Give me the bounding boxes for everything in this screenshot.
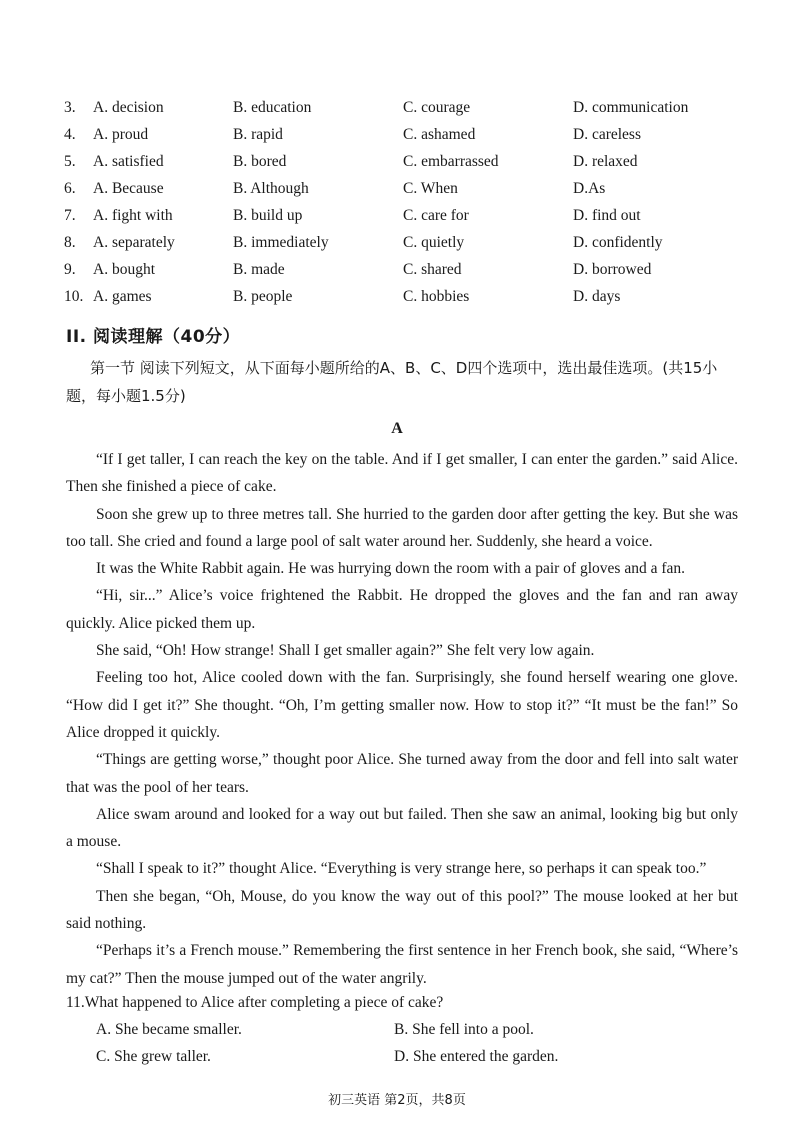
answer-option-a: A. She became smaller.	[96, 1021, 242, 1038]
question-number: 4.	[64, 126, 76, 143]
choice-row	[64, 202, 744, 229]
passage-paragraph: Then she began, “Oh, Mouse, do you know the way out of this pool?” The mouse looked at her but said nothing.	[66, 887, 738, 933]
option-a: A. proud	[93, 126, 149, 143]
reading-passage	[66, 446, 738, 992]
passage-letter: A	[391, 420, 403, 437]
passage-paragraph: Soon she grew up to three metres tall. She hurried to the garden door after getting the key. But she was too tall. She cried and found a large pool of salt water around her. Suddenly, she heard a voice.	[66, 505, 738, 550]
question-11: 11.What happened to Alice after completing a piece of cake?	[66, 994, 444, 1011]
passage-paragraph: “Hi, sir...” Alice’s voice frightened the Rabbit. He dropped the gloves and the fan and ran away quickly. Alice picked them up.	[66, 587, 738, 632]
answer-option-b: B. She fell into a pool.	[394, 1021, 534, 1038]
option-d: D. days	[573, 288, 621, 305]
option-a: A. fight with	[93, 207, 173, 224]
option-c: C. embarrassed	[403, 153, 499, 170]
option-a: A. bought	[93, 261, 155, 278]
choice-row	[64, 175, 744, 202]
answer-option-d: D. She entered the garden.	[394, 1048, 559, 1065]
question-number: 3.	[64, 99, 76, 116]
option-c: C. When	[403, 180, 458, 197]
option-c: C. shared	[403, 261, 462, 278]
section-instructions: 第一节 阅读下列短文，从下面每小题所给的A、B、C、D四个选项中，选出最佳选项。(共15小题，每小题1.5分)	[66, 359, 718, 405]
option-d: D. careless	[573, 126, 641, 143]
option-d: D.As	[573, 180, 606, 197]
option-c: C. hobbies	[403, 288, 470, 305]
answer-option-c: C. She grew taller.	[96, 1048, 211, 1065]
option-a: A. separately	[93, 234, 175, 251]
passage-paragraph: “Shall I speak to it?” thought Alice. “Everything is very strange here, so perhaps it can speak too.”	[96, 860, 707, 878]
option-b: B. made	[233, 261, 285, 278]
passage-paragraph: Alice swam around and looked for a way out but failed. Then she saw an animal, looking big but only a mouse.	[66, 805, 738, 851]
question-number: 9.	[64, 261, 76, 278]
option-b: B. bored	[233, 153, 287, 170]
passage-paragraph: “Things are getting worse,” thought poor Alice. She turned away from the door and fell into salt water that was the pool of her tears.	[66, 751, 738, 796]
option-b: B. build up	[233, 207, 303, 224]
option-b: B. education	[233, 99, 312, 116]
section-title: II. 阅读理解（40分）	[66, 327, 241, 347]
question-number: 7.	[64, 207, 76, 224]
passage-paragraph: “If I get taller, I can reach the key on the table. And if I get smaller, I can enter the garden.” said Alice. Then she finished a piece of cake.	[66, 451, 738, 496]
question-number: 10.	[64, 288, 84, 305]
option-a: A. decision	[93, 99, 164, 116]
option-d: D. relaxed	[573, 153, 638, 170]
option-b: B. rapid	[233, 126, 283, 143]
question-number: 6.	[64, 180, 76, 197]
option-b: B. people	[233, 288, 293, 305]
question-number: 8.	[64, 234, 76, 251]
cloze-options-table	[64, 94, 744, 310]
choice-row	[64, 121, 744, 148]
choice-row	[64, 148, 744, 175]
option-c: C. care for	[403, 207, 469, 224]
choice-row	[64, 94, 744, 121]
option-d: D. communication	[573, 99, 689, 116]
choice-row	[64, 283, 744, 310]
passage-paragraph: She said, “Oh! How strange! Shall I get smaller again?” She felt very low again.	[96, 642, 595, 660]
page-footer: 初三英语 第2页，共8页	[328, 1093, 466, 1108]
option-d: D. borrowed	[573, 261, 652, 278]
option-a: A. Because	[93, 180, 164, 197]
option-c: C. courage	[403, 99, 471, 116]
option-b: B. immediately	[233, 234, 329, 251]
choice-row	[64, 229, 744, 256]
option-c: C. quietly	[403, 234, 465, 251]
option-a: A. satisfied	[93, 153, 164, 170]
option-c: C. ashamed	[403, 126, 476, 143]
option-a: A. games	[93, 288, 152, 305]
passage-paragraph: “Perhaps it’s a French mouse.” Remembering the first sentence in her French book, she said, “Where’s my cat?” Then the mouse jumped out of the water angrily.	[66, 942, 738, 987]
choice-row	[64, 256, 744, 283]
option-d: D. find out	[573, 207, 641, 224]
question-number: 5.	[64, 153, 76, 170]
passage-paragraph: Feeling too hot, Alice cooled down with the fan. Surprisingly, she found herself wearing one glove. “How did I get it?” She thought. “Oh, I’m getting smaller now. How to stop it?” “It must be the fan!” So Alice dropped it quickly.	[66, 669, 738, 741]
option-d: D. confidently	[573, 234, 663, 251]
option-b: B. Although	[233, 180, 309, 197]
passage-paragraph: It was the White Rabbit again. He was hurrying down the room with a pair of gloves and a fan.	[96, 560, 685, 578]
